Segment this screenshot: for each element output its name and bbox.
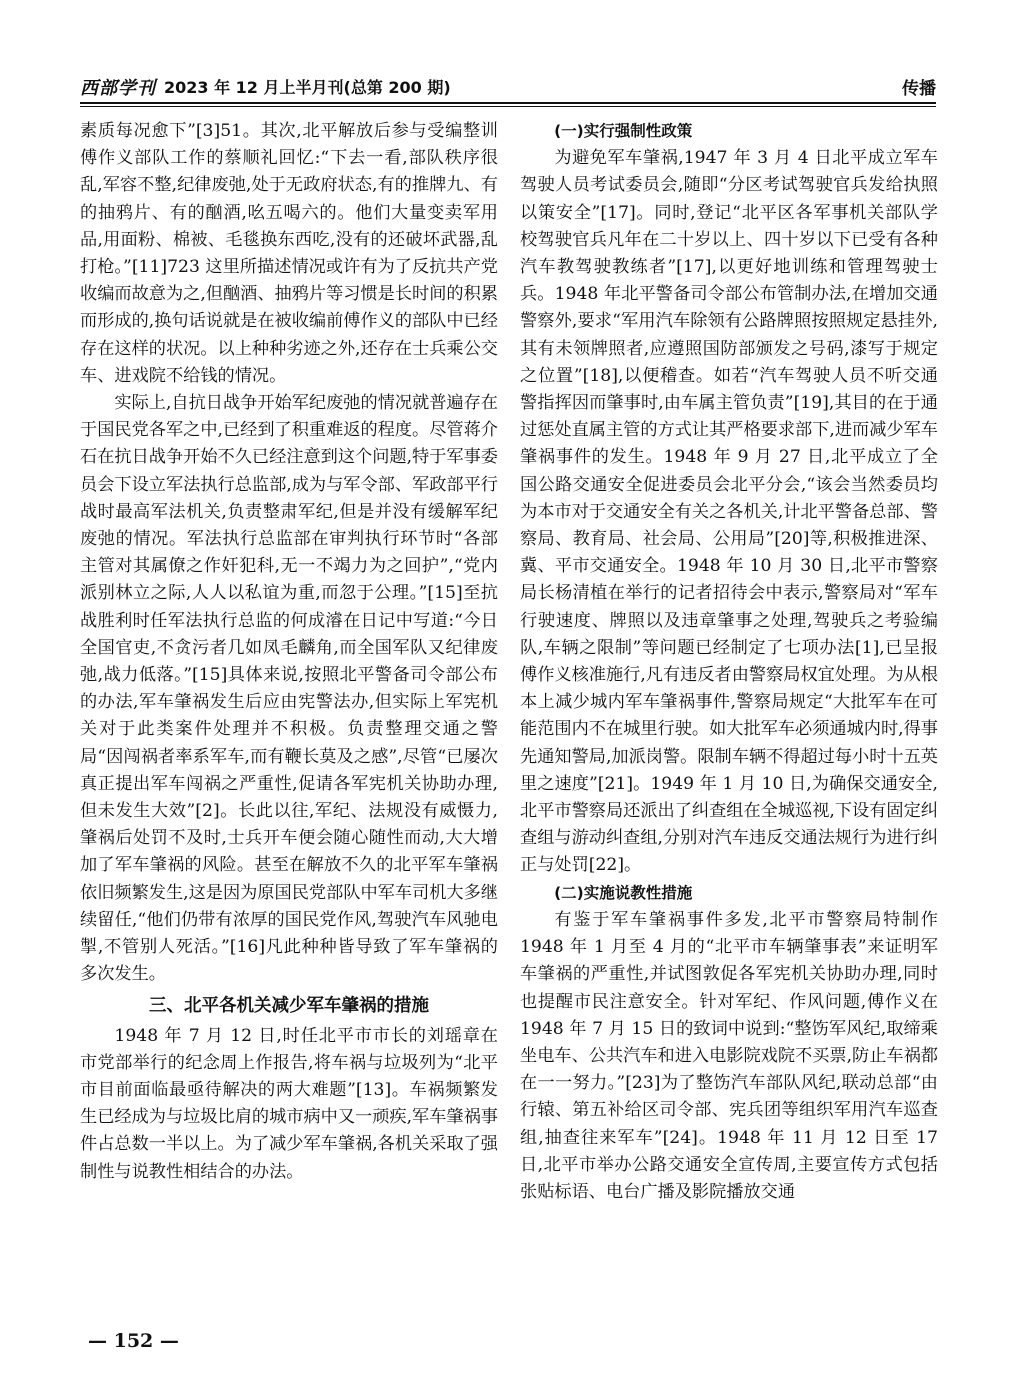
header-rule-thin bbox=[80, 106, 936, 107]
body-paragraph: 素质每况愈下”[3]51。其次,北平解放后参与受编整训傅作义部队工作的蔡顺礼回忆:“下去一看,部队秩序很乱,军容不整,纪律废弛,处于无政府状态,有的推牌九、有的抽鸦片、有的酗酒,吆五喝六的。他们大量变卖军用品,用面粉、棉被、毛毯换东西吃,没有的还破坏武器,乱打枪。”[11]723 这里所描述情况或许有为了反抗共产党收编而故意为之,但酗酒、抽鸦片等习惯是长时间的积累而形成的,换句话说就是在被收编前傅作义的部队中已经存在这样的状况。以上种种劣迹之外,还存在士兵乘公交车、进戏院不给钱的情况。 bbox=[80, 121, 498, 386]
right-column bbox=[520, 118, 938, 1206]
subsection-heading: (一)实行强制性政策 bbox=[554, 122, 693, 140]
page-number: — 152 — bbox=[88, 1330, 179, 1352]
running-header bbox=[80, 74, 936, 100]
body-paragraph: 1948 年 7 月 12 日,时任北平市市长的刘瑶章在市党部举行的纪念周上作报告,将车祸与垃圾列为“北平市目前面临最亟待解决的两大难题”[13]。车祸频繁发生已经成为与垃圾比肩的城市病中又一顽疾,军车肇祸事件占总数一半以上。为了减少军车肇祸,各机关采取了强制性与说教性相结合的办法。 bbox=[80, 1025, 498, 1182]
left-column bbox=[80, 118, 498, 1186]
section-heading: 三、北平各机关减少军车肇祸的措施 bbox=[149, 995, 429, 1016]
journal-name: 西部学刊 bbox=[80, 78, 156, 99]
header-rule-thick bbox=[80, 102, 936, 104]
subsection-heading: (二)实施说教性措施 bbox=[554, 883, 693, 902]
body-paragraph: 有鉴于军车肇祸事件多发,北平市警察局特制作 1948 年 1 月至 4 月的“北平市车辆肇事表”来证明军车肇祸的严重性,并试图敦促各军宪机关协助办理,同时也提醒市民注意安全。针对军纪、作风问题,傅作义在 1948 年 7 月 15 日的致词中说到:“整饬军风纪,取缔乘坐电车、公共汽车和进入电影院戏院不买票,防止车祸都在一一努力。”[23]为了整饬汽车部队风纪,联动总部“由行辕、第五补给区司令部、宪兵团等组织军用汽车巡查组,抽查往来军车”[24]。1948 年 11 月 12 日至 17 日,北平市举办公路交通安全宣传周,主要宣传方式包括张贴标语、电台广播及影院播放交通 bbox=[520, 909, 938, 1202]
journal-issue: 2023 年 12 月上半月刊(总第 200 期) bbox=[164, 78, 451, 97]
body-paragraph: 实际上,自抗日战争开始军纪废弛的情况就普遍存在于国民党各军之中,已经到了积重难返的程度。尽管蒋介石在抗日战争开始不久已经注意到这个问题,特于军事委员会下设立军法执行总监部,成为与军令部、军政部平行战时最高军法机关,负责整肃军纪,但是并没有缓解军纪废弛的情况。军法执行总监部在审判执行环节时“各部主管对其属僚之作奸犯科,无一不竭力为之回护”,“党内派别林立之际,人人以私谊为重,而忽于公理。”[15]至抗战胜利时任军法执行总监的何成濬在日记中写道:“今日全国官吏,不贪污者几如凤毛麟角,而全国军队又纪律废弛,战力低落。”[15]具体来说,按照北平警备司令部公布的办法,军车肇祸发生后应由宪警法办,但实际上军宪机关对于此类案件处理并不积极。负责整理交通之警局“因闯祸者率系军车,而有鞭长莫及之感”,尽管“已屡次真正提出军车闯祸之严重性,促请各军宪机关协助办理,但未发生大效”[2]。长此以往,军纪、法规没有威慑力,肇祸后处罚不及时,士兵开车便会随心随性而动,大大增加了军车肇祸的风险。甚至在解放不久的北平军车肇祸依旧频繁发生,这是因为原国民党部队中军车司机大多继续留任,“他们仍带有浓厚的国民党作风,驾驶汽车风驰电掣,不管别人死活。”[16]凡此种种皆导致了军车肇祸的多次发生。 bbox=[80, 393, 498, 985]
body-paragraph: 为避免军车肇祸,1947 年 3 月 4 日北平成立军车驾驶人员考试委员会,随即“分区考试驾驶官兵发给执照以策安全”[17]。同时,登记“北平区各军事机关部队学校驾驶官兵凡年在二十岁以上、四十岁以下已受有各种汽车教驾驶教练者”[17],以更好地训练和管理驾驶士兵。1948 年北平警备司令部公布管制办法,在增加交通警察外,要求“军用汽车除领有公路牌照按照规定悬挂外,其有未领牌照者,应遵照国防部颁发之号码,漆写于规定之位置”[18],以便稽查。如若“汽车驾驶人员不听交通警指挥因而肇事时,由车属主管负责”[19],其目的在于通过惩处直属主管的方式让其严格要求部下,进而减少军车肇祸事件的发生。1948 年 9 月 27 日,北平成立了全国公路交通安全促进委员会北平分会,“该会当然委员均为本市对于交通安全有关之各机关,计北平警备总部、警察局、教育局、社会局、公用局”[20]等,积极推进深、冀、平市交通安全。1948 年 10 月 30 日,北平市警察局长杨清植在举行的记者招待会中表示,警察局对“军车行驶速度、牌照以及违章肇事之处理,驾驶兵之考验编队,车辆之限制”等问题已经制定了七项办法[1],已呈报傅作义核准施行,凡有违反者由警察局权宜处理。为从根本上减少城内军车肇祸事件,警察局规定“大批军车在可能范围内不在城里行驶。如大批军车必须通城内时,得事先通知警局,加派岗警。限制车辆不得超过每小时十五英里之速度”[21]。1949 年 1 月 10 日,为确保交通安全,北平市警察局还派出了纠查组在全城巡视,下设有固定纠查组与游动纠查组,分别对汽车违反交通法规行为进行纠正与处罚[22]。 bbox=[520, 148, 938, 876]
section-tag: 传播 bbox=[902, 79, 936, 99]
